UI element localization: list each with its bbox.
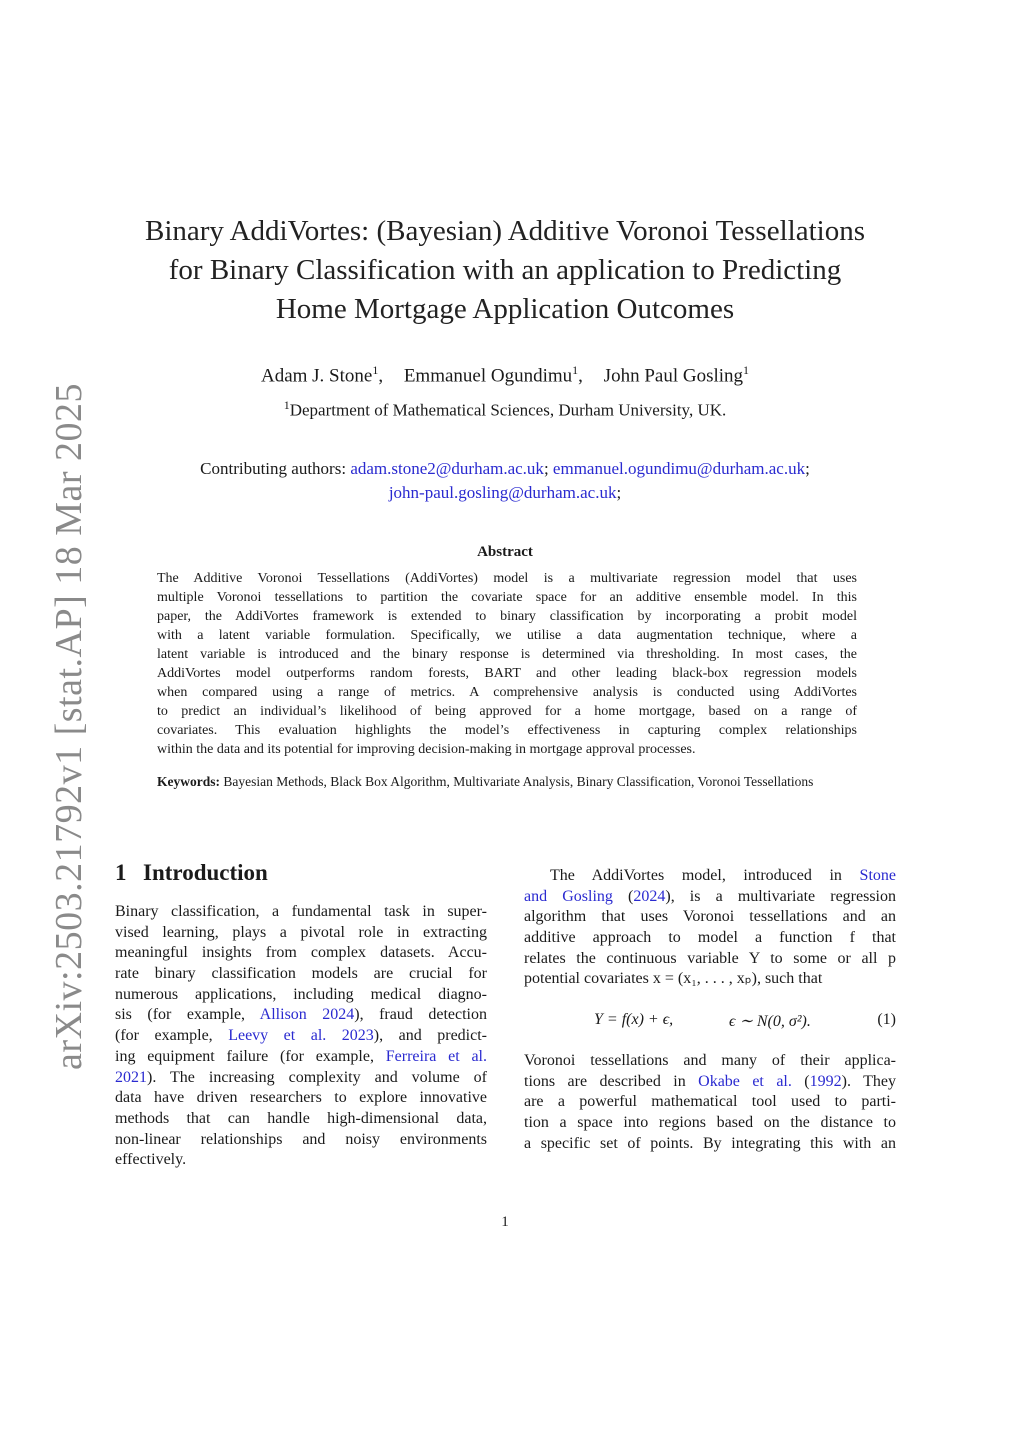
citation-link[interactable]: 2021: [115, 1068, 147, 1086]
body-line: rate binary classification models are crucial for: [115, 965, 487, 983]
title-line: for Binary Classification with an application to Predicting: [168, 254, 842, 286]
body-line: numerous applications, including medical diagno-: [115, 985, 487, 1003]
equation-number: (1): [877, 1011, 896, 1028]
affiliation: [120, 393, 890, 423]
citation-link[interactable]: Ferreira et al.: [385, 1047, 487, 1065]
equation-error-distribution: ϵ ∼ N(0, σ²).: [729, 1013, 811, 1030]
abstract-line: multiple Voronoi tessellations to partition the covariate space for an additive ensemble model. In this: [157, 590, 857, 605]
page-number: 1: [501, 1214, 509, 1230]
body-line: and Gosling (2024), is a multivariate regression: [524, 887, 897, 905]
section-number: 1: [115, 860, 127, 885]
arxiv-identifier-stamp: arXiv:2503.21792v1 [stat.AP] 18 Mar 2025: [48, 382, 90, 1070]
email-separator: ;: [616, 483, 622, 502]
author-affiliation-marker: 1: [743, 363, 750, 377]
keywords-text: Bayesian Methods, Black Box Algorithm, Multivariate Analysis, Binary Classification, Voronoi Tessellations: [220, 774, 814, 789]
abstract-line: The Additive Voronoi Tessellations (AddiVortes) model is a multivariate regression model that uses: [157, 571, 857, 586]
author-affiliation-marker: 1: [372, 363, 379, 377]
author-name: Emmanuel Ogundimu: [403, 365, 573, 387]
abstract-heading: Abstract: [477, 544, 533, 560]
body-line: data have driven researchers to explore innovative: [115, 1089, 487, 1107]
body-line: sis (for example, Allison 2024), fraud detection: [115, 1006, 487, 1024]
citation-link[interactable]: Stone: [859, 867, 896, 884]
author-name: John Paul Gosling: [603, 365, 744, 387]
email-link[interactable]: john-paul.gosling@durham.ac.uk: [388, 483, 617, 502]
abstract-line: covariates. This evaluation highlights the model’s effectiveness in capturing complex relationships: [157, 723, 857, 738]
body-line: meaningful insights from complex datasets. Accu-: [115, 944, 487, 962]
citation-link[interactable]: and Gosling: [524, 887, 613, 905]
intro-right-column-top: [524, 866, 896, 990]
abstract-line: to predict an individual’s likelihood of being approved for a home mortgage, based on a range of: [157, 704, 857, 719]
intro-right-column-bottom: [524, 1051, 896, 1154]
body-line: 2021). The increasing complexity and volume of: [115, 1068, 487, 1086]
author-name: Adam J. Stone: [260, 365, 373, 387]
citation-link[interactable]: Okabe et al.: [698, 1072, 792, 1090]
abstract-body: [157, 569, 857, 759]
author-affiliation-marker: 1: [572, 363, 579, 377]
body-line: tion a space into regions based on the distance to: [524, 1114, 896, 1132]
abstract-line: latent variable is introduced and the binary response is determined via thresholding. In most cases, the: [157, 647, 857, 662]
citation-link[interactable]: Allison 2024: [259, 1006, 355, 1024]
body-line: methods that can handle high-dimensional data,: [115, 1109, 487, 1127]
contributing-label: Contributing authors:: [200, 459, 351, 478]
citation-link[interactable]: Leevy et al. 2023: [228, 1027, 374, 1045]
citation-link[interactable]: 1992: [809, 1072, 842, 1090]
body-line: The AddiVortes model, introduced in Stone: [550, 867, 896, 884]
body-line: effectively.: [115, 1151, 187, 1169]
keywords-label: Keywords:: [157, 774, 220, 789]
abstract-line: with a latent variable formulation. Specifically, we utilise a data augmentation technique, where a: [157, 628, 857, 643]
author-list: Adam J. Stone$^1$, Emmanuel Ogundimu$^1$, John Paul Gosling$^1$: [260, 363, 750, 387]
section-title: Introduction: [143, 860, 268, 885]
body-line: a specific set of points. By integrating this with an: [524, 1134, 896, 1152]
email-separator: ;: [805, 459, 810, 478]
equation-model: Y = f(x) + ϵ,: [594, 1011, 674, 1028]
abstract-line: AddiVortes model outperforms random forests, BART and other leading black-box regression models: [157, 666, 857, 681]
affiliation-text: Department of Mathematical Sciences, Durham University, UK.: [289, 400, 727, 420]
body-line: are a powerful mathematical tool used to parti-: [524, 1093, 896, 1111]
body-line: additive approach to model a function f that: [524, 929, 896, 947]
body-line: non-linear relationships and noisy environments: [115, 1130, 487, 1148]
body-line: (for example, Leevy et al. 2023), and predict-: [115, 1027, 487, 1045]
abstract-line: when compared using a range of metrics. A comprehensive analysis is conducted using AddiVortes: [157, 685, 857, 700]
abstract-line: within the data and its potential for improving decision-making in mortgage approval processes.: [157, 742, 696, 757]
contributing-authors: [120, 457, 890, 505]
body-line: tions are described in Okabe et al. (1992). They: [524, 1072, 896, 1090]
body-line: algorithm that uses Voronoi tessellations and an: [524, 908, 896, 926]
section-heading-introduction: [115, 860, 268, 886]
body-line: relates the continuous variable Y to some or all p: [524, 949, 896, 967]
title-line: Binary AddiVortes: (Bayesian) Additive Voronoi Tessellations: [145, 215, 865, 247]
email-link[interactable]: adam.stone2@durham.ac.uk: [350, 459, 544, 478]
paper-title: [120, 212, 890, 329]
body-line: potential covariates x = (x₁, . . . , xₚ), such that: [524, 970, 823, 988]
email-link[interactable]: emmanuel.ogundimu@durham.ac.uk: [552, 459, 806, 478]
body-line: ing equipment failure (for example, Ferreira et al.: [115, 1047, 487, 1065]
body-line: Voronoi tessellations and many of their applica-: [524, 1052, 896, 1069]
body-line: vised learning, plays a pivotal role in extracting: [115, 923, 487, 941]
keywords: [157, 773, 857, 790]
citation-link[interactable]: 2024: [633, 887, 666, 905]
body-line: Binary classification, a fundamental task in super-: [115, 903, 487, 920]
abstract-line: paper, the AddiVortes framework is extended to binary classification by incorporating a probit model: [157, 609, 857, 624]
equation-1: [524, 1011, 896, 1033]
intro-left-column: [115, 902, 487, 1171]
affiliation-marker: 1: [283, 398, 290, 412]
title-line: Home Mortgage Application Outcomes: [275, 293, 735, 325]
email-separator: ;: [543, 459, 549, 478]
